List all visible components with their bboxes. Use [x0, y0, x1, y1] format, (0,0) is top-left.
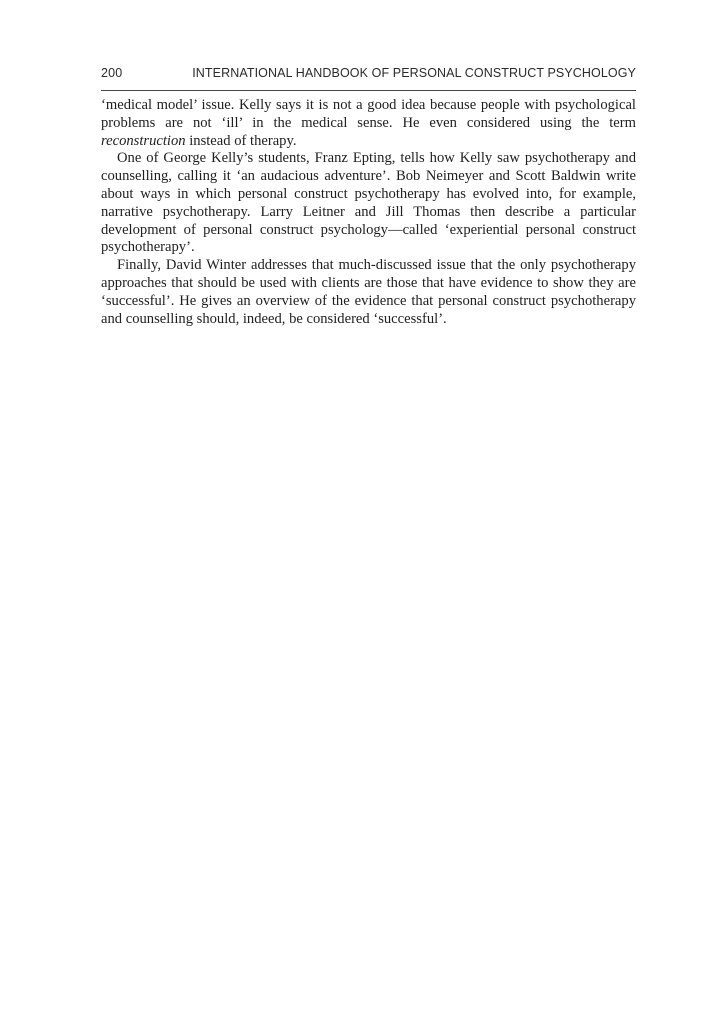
paragraph-1-text-after: instead of therapy.: [185, 132, 297, 149]
running-title: INTERNATIONAL HANDBOOK OF PERSONAL CONSTRUCT PSYCHOLOGY: [192, 66, 636, 80]
paragraph-1-text-before: ‘medical model’ issue. Kelly says it is not a good idea because people with psychological problems are not ‘ill’ in the medical sense. He even considered using the term: [101, 97, 636, 131]
paragraph-3: Finally, David Winter addresses that much-discussed issue that the only psychotherapy approaches that should be used with clients are those that have evidence to show they are ‘successful’. He gives an overview of the evidence that personal construct psychotherapy and counselling should, indeed, be considered ‘successful’.: [101, 257, 636, 327]
page-number: 200: [101, 66, 123, 80]
running-header: [101, 66, 636, 86]
paragraph-2: One of George Kelly’s students, Franz Epting, tells how Kelly saw psychotherapy and counselling, calling it ‘an audacious adventure’. Bob Neimeyer and Scott Baldwin write about ways in which personal construct psychotherapy has evolved into, for example, narrative psychotherapy. Larry Leitner and Jill Thomas then describe a particular development of personal construct psychology—called ‘experiential personal construct psychotherapy’.: [101, 150, 636, 256]
paragraph-1: [101, 97, 636, 150]
header-rule: [101, 90, 636, 91]
body-text: [101, 97, 636, 328]
paragraph-1-emphasis: reconstruction: [101, 132, 186, 149]
